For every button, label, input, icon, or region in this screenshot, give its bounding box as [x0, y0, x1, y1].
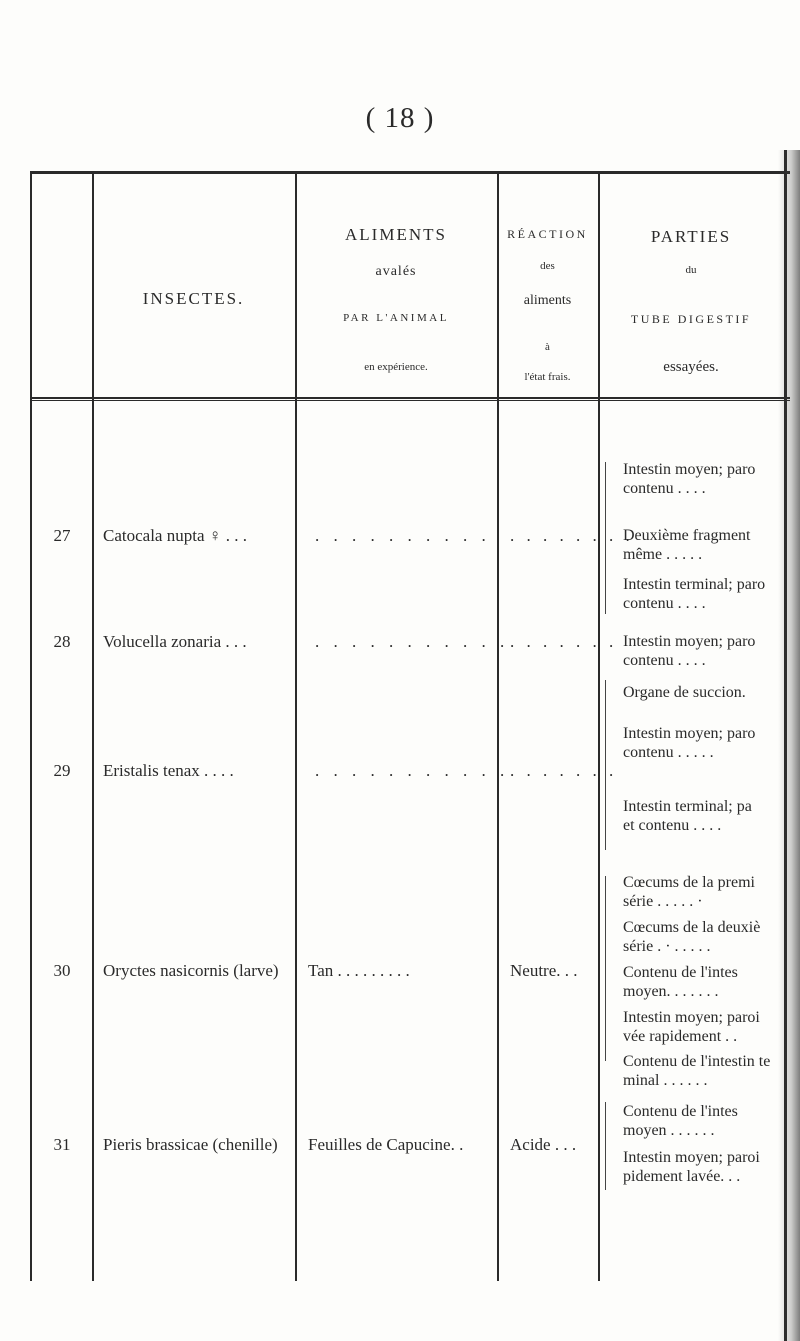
part-line: Intestin moyen; paroi	[623, 1009, 760, 1026]
row-number: 27	[53, 526, 71, 545]
header-parties: PARTIES	[650, 227, 732, 246]
food-cell: . . . . . . . . . . .	[315, 632, 510, 651]
part-line: Contenu de l'intestin te	[623, 1053, 771, 1070]
header-bottom-rule	[30, 397, 790, 399]
brace	[605, 462, 612, 614]
page-edge-shadow	[778, 150, 800, 1341]
part-line: minal . . . . . .	[623, 1072, 708, 1089]
food-cell: . . . . . . . . . .	[315, 526, 491, 545]
brace	[605, 680, 612, 850]
reaction-cell: . . . . . . .	[510, 632, 618, 651]
header-insectes: INSECTES.	[142, 289, 245, 308]
part-line: Intestin terminal; paro	[623, 576, 766, 593]
header-reaction-des: des	[540, 260, 555, 272]
brace	[605, 1102, 612, 1190]
header-parties-du: du	[685, 264, 697, 276]
part-line: Deuxième fragment	[623, 527, 751, 544]
reaction-cell: Neutre. . .	[510, 961, 578, 980]
part-line: contenu . . . .	[623, 480, 706, 497]
part-line: et contenu . . . .	[623, 817, 722, 834]
insect-name: Volucella zonaria . . .	[103, 632, 247, 651]
page-number: ( 18 )	[365, 102, 435, 134]
header-reaction: RÉACTION	[507, 227, 588, 241]
part-line: Organe de succion.	[623, 684, 746, 701]
header-bottom-rule-2	[30, 400, 790, 401]
part-line: Contenu de l'intes	[623, 1103, 738, 1120]
col-rule-2	[92, 171, 94, 1281]
part-line: même . . . . .	[623, 546, 703, 563]
header-aliments-par: PAR L'ANIMAL	[343, 312, 449, 324]
part-line: Intestin moyen; paro	[623, 461, 756, 478]
part-line: Cœcums de la deuxiè	[623, 919, 761, 936]
header-reaction-a: à	[545, 341, 550, 353]
part-line: série . . . . . ·	[623, 893, 703, 910]
insect-name: Pieris brassicae (chenille)	[103, 1135, 278, 1154]
row-number: 29	[53, 761, 71, 780]
part-line: Cœcums de la premi	[623, 874, 755, 891]
reaction-cell: . . . . . . . .	[510, 526, 634, 545]
table-top-rule	[30, 171, 790, 174]
part-line: contenu . . . .	[623, 595, 706, 612]
header-reaction-aliments: aliments	[523, 293, 572, 308]
row-number: 30	[53, 961, 71, 980]
part-line: Intestin terminal; pa	[623, 798, 752, 815]
part-line: Intestin moyen; paro	[623, 725, 756, 742]
part-line: contenu . . . . .	[623, 744, 714, 761]
header-aliments-exp: en expérience.	[364, 361, 428, 373]
part-line: Intestin moyen; paroi	[623, 1149, 760, 1166]
insect-name: Eristalis tenax . . . .	[103, 761, 234, 780]
part-line: vée rapidement . .	[623, 1028, 738, 1045]
header-parties-essayees: essayées.	[663, 359, 719, 375]
food-cell: Feuilles de Capucine. .	[308, 1135, 464, 1154]
header-aliments-avales: avalés	[375, 264, 417, 279]
header-aliments: ALIMENTS	[345, 225, 447, 244]
col-rule-5	[598, 171, 600, 1281]
part-line: Contenu de l'intes	[623, 964, 738, 981]
part-line: série . · . . . . .	[623, 938, 711, 955]
col-rule-3	[295, 171, 297, 1281]
row-number: 31	[53, 1135, 71, 1154]
col-rule-4	[497, 171, 499, 1281]
insect-name: Oryctes nasicornis (larve)	[103, 961, 279, 980]
food-cell: Tan . . . . . . . . .	[308, 961, 410, 980]
header-parties-tube: TUBE DIGESTIF	[630, 312, 752, 326]
reaction-cell: . . . . . . .	[510, 761, 618, 780]
part-line: pidement lavée. . .	[623, 1168, 741, 1185]
row-number: 28	[53, 632, 71, 651]
col-rule-1	[30, 171, 32, 1281]
part-line: moyen . . . . . .	[623, 1122, 715, 1139]
food-cell: . . . . . . . . . . .	[315, 761, 510, 780]
part-line: contenu . . . .	[623, 652, 706, 669]
insect-name: Catocala nupta ♀ . . .	[103, 526, 247, 545]
reaction-cell: Acide . . .	[510, 1135, 577, 1154]
header-reaction-etat: l'état frais.	[524, 371, 571, 383]
part-line: moyen. . . . . . .	[623, 983, 719, 1000]
brace	[605, 876, 612, 1061]
part-line: Intestin moyen; paro	[623, 633, 756, 650]
